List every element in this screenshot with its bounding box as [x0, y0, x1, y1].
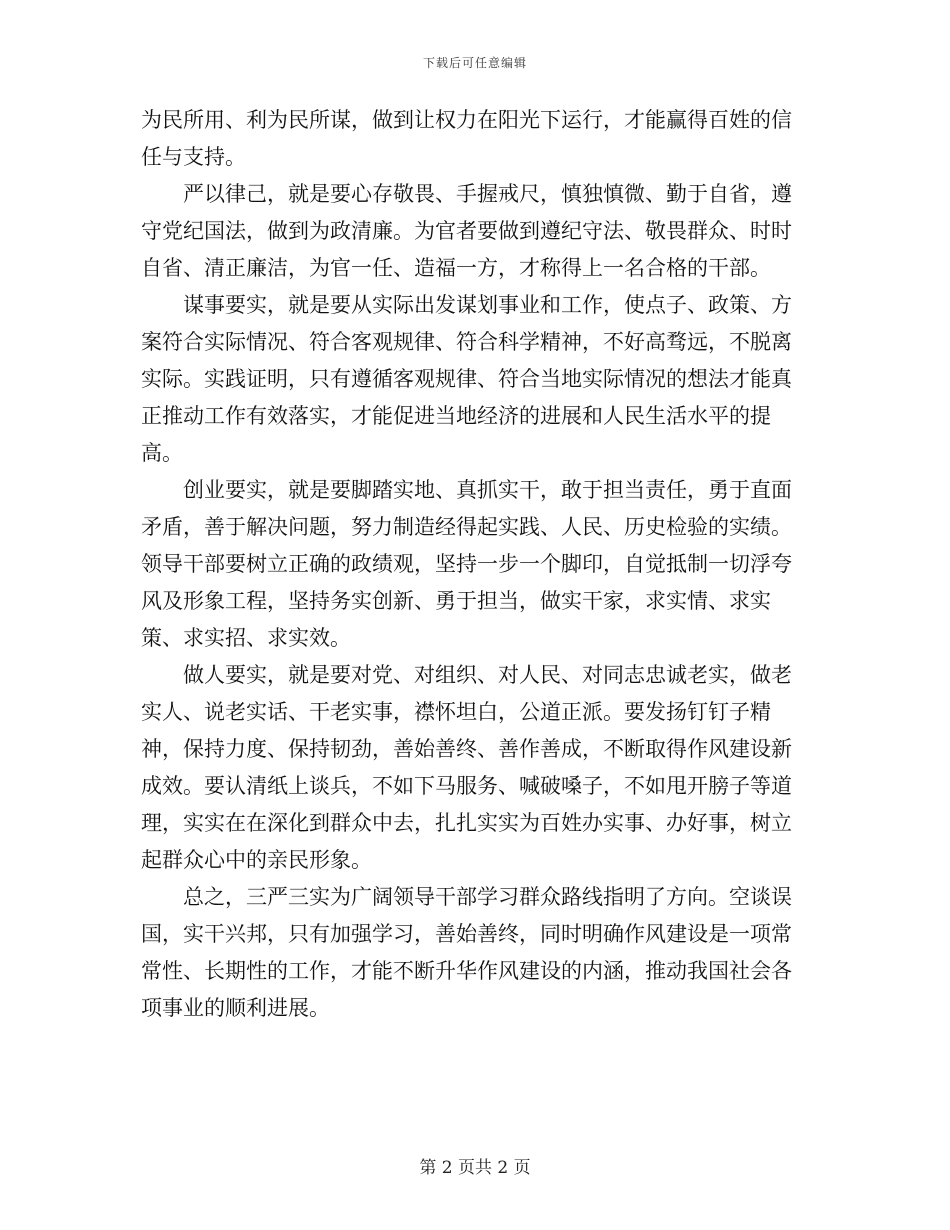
paragraph-yan-yi-lv-ji: 严以律己，就是要心存敬畏、手握戒尺，慎独慎微、勤于自省，遵守党纪国法，做到为政清廉。为官者要做到遵纪守法、敬畏群众、时时自省、清正廉洁，为官一任、造福一方，才称得上一名合格的干部。	[141, 182, 792, 280]
paragraph-zuo-ren-yao-shi: 做人要实，就是要对党、对组织、对人民、对同志忠诚老实，做老实人、说老实话、干老实事，襟怀坦白，公道正派。要发扬钉钉子精神，保持力度、保持韧劲，善始善终、善作善成，不断取得作风建设新成效。要认清纸上谈兵，不如下马服务、喊破嗓子，不如甩开膀子等道理，实实在在深化到群众中去，扎扎实实为百姓办实事、办好事，树立起群众心中的亲民形象。	[141, 663, 792, 872]
paragraph-chuang-ye-yao-shi: 创业要实，就是要脚踏实地、真抓实干，敢于担当责任，勇于直面矛盾，善于解决问题，努力制造经得起实践、人民、历史检验的实绩。领导干部要树立正确的政绩观，坚持一步一个脚印，自觉抵制一切浮夸风及形象工程，坚持务实创新、勇于担当，做实干家，求实情、求实策、求实招、求实效。	[141, 478, 792, 650]
page-header: 下载后可任意编辑	[422, 56, 527, 70]
document-body	[141, 102, 811, 1027]
paragraph-mou-shi-yao-shi: 谋事要实，就是要从实际出发谋划事业和工作，使点子、政策、方案符合实际情况、符合客观规律、符合科学精神，不好高骛远，不脱离实际。实践证明，只有遵循客观规律、符合当地实际情况的想法才能真正推动工作有效落实，才能促进当地经济的进展和人民生活水平的提高。	[141, 293, 792, 465]
paragraph-conclusion: 总之，三严三实为广阔领导干部学习群众路线指明了方向。空谈误国，实干兴邦，只有加强学习，善始善终，同时明确作风建设是一项常常性、长期性的工作，才能不断升华作风建设的内涵，推动我国社会各项事业的顺利进展。	[141, 885, 792, 1020]
paragraph-continuation: 为民所用、利为民所谋，做到让权力在阳光下运行，才能赢得百姓的信任与支持。	[141, 108, 792, 169]
page-number: 第 2 页共 2 页	[419, 1158, 531, 1178]
